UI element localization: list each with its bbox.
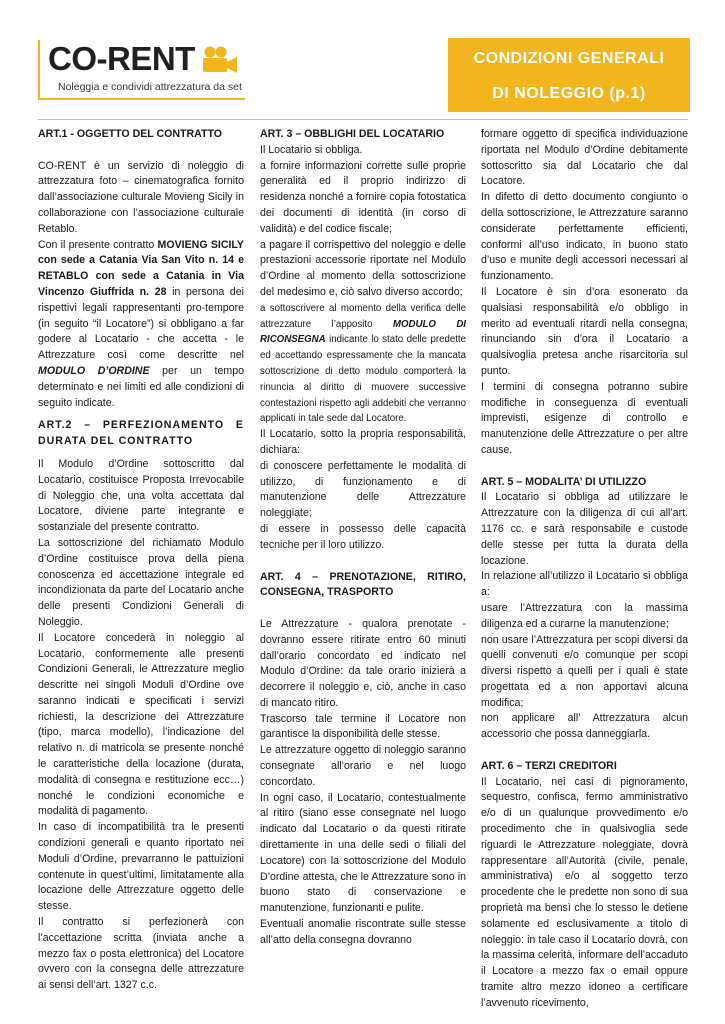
art1-paragraph (38, 238, 244, 412)
art3-paragraph: Il Locatario si obbliga. (260, 143, 363, 156)
art5-paragraph: In relazione all’utilizzo il Locatario si obbliga a: (481, 570, 688, 599)
art5-paragraph: non usare l’Attrezzatura per scopi diversi da quelli convenuti e/o comunque per scopi diversi rispetto a quelli per i quali è state progettata ed a non apportavi alcuna modifica; (481, 633, 688, 709)
art4-paragraph: In ogni caso, il Locatario, contestualmente al ritiro (siano esse consegnate nel luogo indicato dal Locatario o da questi ritirate direttamente in una delle sedi o filiali del Locatore) con la sottoscrizione del Modulo D’ordine attesta, che le Attrezzature sono in buono stato di conservazione e manutenzione, funzionanti e pulite. (260, 791, 466, 915)
art2-paragraph: Il Locatore concederà in noleggio al Locatario, conformemente alle presenti Condizioni Generali, le Attrezzature meglio descritte nei singoli Moduli d’Ordine ove saranno indicati e specificati i servizi richiesti, la descrizione dei Attrezzature (tipo, marca modello), l’indicazione del relativo n. di matricola se presente nonché le caratteristiche della locazione (durata, modalità di consegna e restituzione ecc…) nonché le condizioni economiche e modalità di pagamento. (38, 631, 244, 818)
art4-paragraph: Eventuali anomalie riscontrate sulle stesse all’atto della consegna dovranno (260, 918, 466, 946)
text-run: MODULO DI RICONSEGNA (260, 318, 467, 346)
text-run: a sottoscrivere al momento della verifica delle attrezzature l’apposito (260, 302, 466, 330)
art3-paragraph (260, 301, 466, 427)
art2-paragraph: In caso di incompatibilità tra le presenti condizioni generali e quanto riportato nei Moduli d’Ordine, prevarranno le pattuizioni contenute in quest’ultimi, limitatamente alla locazione delle Attrezzature oggetto delle stesse. (38, 821, 244, 913)
text-run: in persona dei rispettivi legali rappresentanti pro-tempore (in seguito “il Locatore”) si obbligano a far godere al Locatario - che accetta - le Attrezzature così come descritte nel (38, 285, 245, 362)
art4-paragraph: Le attrezzature oggetto di noleggio saranno consegnate all’orario e nel luogo concordato. (260, 744, 466, 788)
column-1 (38, 127, 244, 994)
document-title (448, 38, 690, 112)
art3-paragraph: a pagare il corrispettivo del noleggio e delle prestazioni accessorie riportate nel Modulo d’Ordine al momento della sottoscrizione del medesimo e, ciò salvo diverso accordo; (260, 238, 466, 298)
title-line-1: CONDIZIONI GENERALI (473, 50, 665, 67)
art4-continued-paragraph: I termini di consegna potranno subire modifiche in conseguenza di eventuali imprevisti, esigenze di controllo e manutenzione delle Attrezzature o per altre cause. (481, 380, 688, 456)
art4-continued-paragraph: In difetto di detto documento congiunto o della sottoscrizione, le Attrezzature saranno considerate perfettamente efficienti, conformi all’uso indicato, in buono stato d’uso e munite degli accessori necessari al funzionamento. (481, 191, 688, 283)
art4-heading: ART. 4 – PRENOTAZIONE, RITIRO, CONSEGNA, TRASPORTO (260, 570, 466, 599)
company-logo (38, 40, 245, 100)
art3-heading: ART. 3 – OBBLIGHI DEL LOCATARIO (260, 128, 445, 140)
art2-heading: ART.2 – PERFEZIONAMENTO E DURATA DEL CONTRATTO (38, 419, 244, 448)
art1-paragraph: CO-RENT è un servizio di noleggio di attrezzatura foto – cinematografica fornito dall’associazione culturale Movieng Sicily in collaborazione con l’associazione culturale Retablo. (38, 159, 244, 235)
art5-paragraph: usare l’Attrezzatura con la massima diligenza ed a curarne la manutenzione; (481, 601, 688, 630)
art4-paragraph: Trascorso tale termine il Locatore non garantisce la disponibilità delle stesse. (260, 712, 466, 741)
art6-paragraph: Il Locatario, nei casi di pignoramento, sequestro, confisca, fermo amministrativo e/o di un qualunque provvedimento e/o procedimento che in qualsivoglia sede riguardi le Attrezzature noleggiate, dovrà rappresentare all’Autorità (civile, penale, amministrativa) e/o al soggetto terzo procedente che le predette non sono di sua proprietà ma bensì che lo stesso le detiene solamente ed esclusivamente a titolo di noleggio: in tale caso il Locatario dovrà, con la massima celerità, informare dell’accaduto il Locatore a mezzo fax o email oppure tramite altro mezzo idoneo a certificare l’avvenuto ricevimento, (481, 775, 688, 1009)
art4-continued-paragraph: formare oggetto di specifica individuazione riportata nel Modulo d’Ordine debitamente sottoscritto sia dal Locatario che dal Locatore. (481, 128, 688, 188)
art3-paragraph: a fornire informazioni corrette sulle proprie generalità ed il proprio indirizzo di residenza nonché a fornire copia fotostatica dei documenti di identità (in corso di validità) e del codice fiscale; (260, 159, 466, 235)
art6-heading: ART. 6 – TERZI CREDITORI (481, 759, 617, 772)
art3-paragraph: di essere in possesso delle capacità tecniche per il loro utilizzo. (260, 522, 466, 551)
art3-paragraph: Il Locatario, sotto la propria responsabilità, dichiara: (260, 428, 466, 456)
logo-tagline: Noleggia e condividi attrezzatura da set (58, 81, 242, 93)
art5-paragraph: Il Locatario si obbliga ad utilizzare le Attrezzature con la diligenza di cui all’art. 1176 cc. e sarà responsabile e custode delle stesse per tutta la durata della locazione. (481, 491, 688, 567)
art4-paragraph: Le Attrezzature - qualora prenotate - dovranno essere ritirate entro 60 minuti dall’orario concordato ed indicato nel Modulo d’Ordine: da tale orario inizierà a decorrere il noleggio e, ciò, anche in caso di mancato ritiro. (260, 617, 466, 709)
column-2 (260, 127, 466, 949)
title-line-2: DI NOLEGGIO (p.1) (492, 85, 646, 102)
art2-paragraph: La sottoscrizione del richiamato Modulo d’Ordine costituisce prova della piena conoscenza ed accettazione integrale ed incondizionata da parte del Locatario anche delle presenti Condizioni Generali di Noleggio. (38, 536, 244, 628)
art3-paragraph: di conoscere perfettamente le modalità di utilizzo, di funzionamento e di manutenzione delle Attrezzature noleggiate; (260, 459, 466, 520)
column-3 (481, 127, 688, 1012)
art2-paragraph: Il contratto si perfezionerà con l’accettazione scritta (inviata anche a mezzo fax o posta elettronica) del Locatore ovvero con la consegna delle attrezzature ai sensi dell’art. 1327 c.c. (38, 916, 244, 992)
art4-continued-paragraph: Il Locatore è sin d’ora esonerato da qualsiasi responsabilità e/o obbligo in merito ad eventuali ritardi nella consegna, rinunciando sin d’ora il Locatario a qualsivoglia pretesa anche risarcitoria sul punto. (481, 285, 688, 377)
text-run: Con il presente contratto (38, 238, 158, 251)
art1-heading: ART.1 - OGGETTO DEL CONTRATTO (38, 128, 223, 140)
art5-heading: ART. 5 – MODALITA’ DI UTILIZZO (481, 475, 647, 488)
art2-paragraph: Il Modulo d’Ordine sottoscritto dal Locatario, costituisce Proposta Irrevocabile di Noleggio che, una volta accettata dal Locatore, diviene parte integrante e sostanziale del presente contratto. (38, 457, 244, 534)
movie-camera-icon (200, 46, 240, 76)
text-run: indicante lo stato delle predette ed accettando espressamente che la mancata sottoscrizione di detto modulo comporterà la rinuncia al diritto di muovere successive contestazioni rispetto agli addebiti che verranno applicati in tale sede dal Locatore. (260, 334, 466, 425)
text-run: MODULO D’ORDINE (38, 364, 150, 377)
text-run: MOVIENG SICILY con sede a Catania Via San Vito n. 14 e RETABLO con sede a Catania in Via Vincenzo Giuffrida n. 28 (38, 238, 244, 298)
art5-paragraph: non applicare all’ Attrezzatura alcun accessorio che possa danneggiarla. (481, 712, 688, 741)
text-run: per un tempo determinato e nei limiti ed alle condizioni di seguito indicate. (38, 364, 244, 409)
header-divider (38, 119, 688, 120)
logo-wordmark: CO-RENT (48, 40, 195, 77)
